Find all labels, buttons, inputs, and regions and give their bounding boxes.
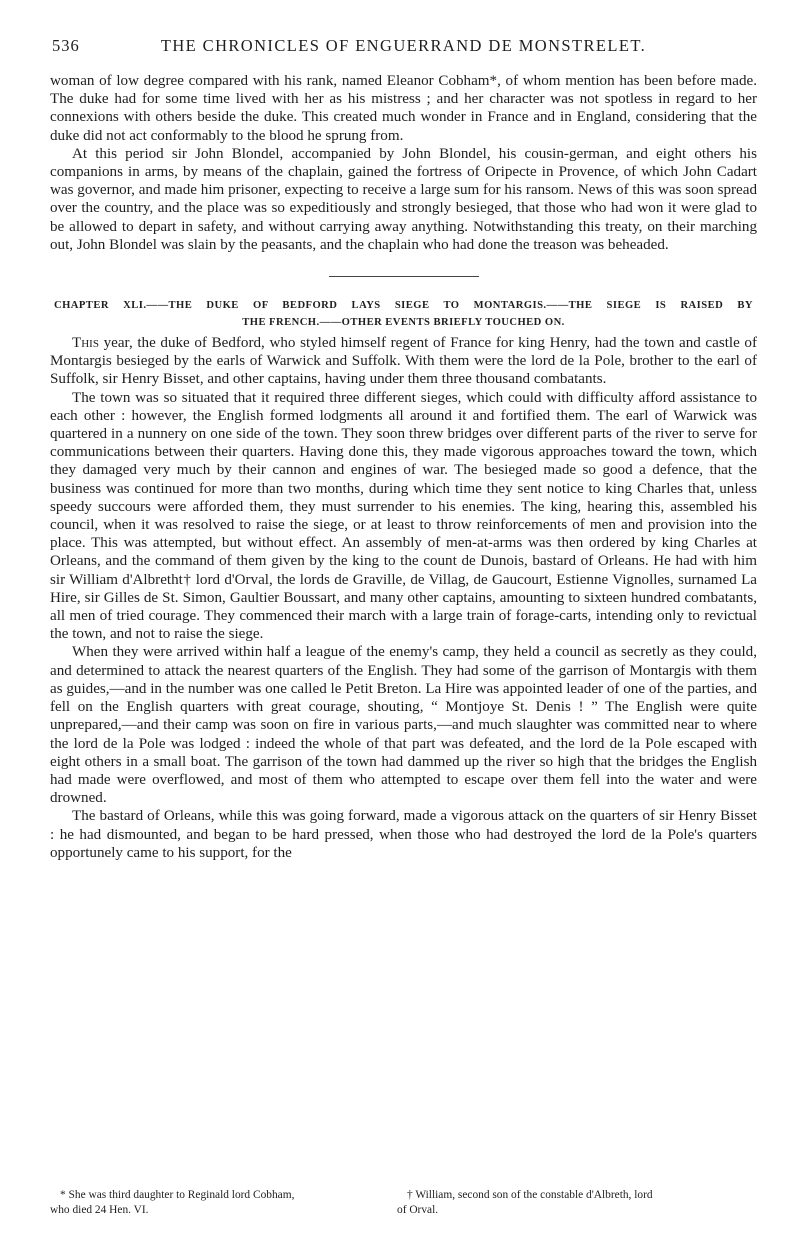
running-title: THE CHRONICLES OF ENGUERRAND DE MONSTRELET. (160, 36, 647, 55)
footnote-cobham-line-2: who died 24 Hen. VI. (50, 1204, 149, 1216)
page-number: 536 (52, 36, 80, 55)
chapter-lead-word: This (72, 335, 99, 352)
footnote-albreth-line-1: † William, second son of the constable d'Albreth, lord (407, 1189, 653, 1201)
paragraph-blondel: At this period sir John Blondel, accompanied by John Blondel, his cousin-german, and eight others his companions in arms, by means of the chaplain, gained the fortress of Oripecte in Provence, of which John Cadart was governor, and made him prisoner, expecting to receive a large sum for his ransom. News of this was soon spread over the country, and the place was so expeditiously and strongly besieged, that those who had won it were glad to be allowed to depart in safety, and without carrying away anything. Notwithstanding this treaty, on their marching out, John Blondel was slain by the peasants, and the chaplain who had done the treason was beheaded. (50, 145, 757, 253)
chapter-paragraph-1-text: year, the duke of Bedford, who styled himself regent of France for king Henry, had the town and castle of Montargis besieged by the earls of Warwick and Suffolk. With them were the lord de la Pole, brother to the earl of Suffolk, sir Henry Bisset, and other captains, having under them three thousand combatants. (50, 335, 757, 388)
chapter-paragraph-1 (50, 334, 757, 389)
footnote-cobham (50, 1188, 380, 1218)
chapter-heading-line-1: CHAPTER XLI.——THE DUKE OF BEDFORD LAYS SIEGE TO MONTARGIS.——THE SIEGE IS RAISED BY (54, 300, 753, 312)
section-divider (329, 276, 479, 277)
chapter-paragraph-3: When they were arrived within half a league of the enemy's camp, they held a council as secretly as they could, and determined to attack the nearest quarters of the English. They had some of the garrison of Montargis with them as guides,—and in the number was one called le Petit Breton. La Hire was appointed leader of one of the parties, and fell on the English quarters with great courage, shouting, “ Montjoye St. Denis ! ” The English were quite unprepared,—and their camp was soon on fire in various parts,—and much slaughter was committed near to where the lord de la Pole was lodged : indeed the whole of that part was defeated, and the lord de la Pole escaped with eight others in a small boat. The garrison of the town had dammed up the river so high that the bridges the English had made were overflowed, and most of them who attempted to escape over them fell into the water and were drowned. (50, 644, 757, 807)
chapter-heading (50, 297, 757, 331)
body-text (50, 72, 757, 862)
footnote-albreth-line-2: of Orval. (397, 1204, 439, 1216)
footnote-albreth (397, 1188, 757, 1218)
footnotes (50, 1188, 757, 1218)
footnote-cobham-line-1: * She was third daughter to Reginald lord Cobham, (60, 1189, 295, 1201)
running-head (50, 36, 757, 58)
paragraph-continued: woman of low degree compared with his rank, named Eleanor Cobham*, of whom mention has been before made. The duke had for some time lived with her as his mistress ; and her character was not spotless in regard to her connexions with others beside the duke. This created much wonder in France and in England, considering that the duke did not act conformably to the blood he sprung from. (50, 73, 757, 144)
chapter-paragraph-2: The town was so situated that it required three different sieges, which could with difficulty afford assistance to each other : however, the English formed lodgments all around it and fortified them. The earl of Warwick was quartered in a nunnery on one side of the town. They soon threw bridges over different parts of the river to serve for communications between their quarters. Having done this, they made vigorous approaches toward the town, which they damaged very much by their cannon and engines of war. The besieged made so good a defence, that the business was continued for more than two months, during which time they sent notice to king Charles that, unless speedy succours were afforded them, they must surrender to his enemies. The king, hearing this, assembled his council, when it was resolved to raise the siege, or at least to throw reinforcements of men and provision into the place. This was attempted, but without effect. An assembly of men-at-arms was then ordered by king Charles at Orleans, and the command of them given by the king to the count de Dunois, bastard of Orleans. He had with him sir William d'Albretht† lord d'Orval, the lords de Graville, de Villag, de Gaucourt, Estienne Vignolles, surnamed La Hire, sir Gilles de St. Simon, Gaultier Boussart, and many other captains, amounting to sixteen hundred combatants, all men of tried courage. They commenced their march with a large train of forage-carts, intending only to revictual the town, and not to raise the siege. (50, 389, 757, 643)
chapter-heading-line-2: THE FRENCH.——OTHER EVENTS BRIEFLY TOUCHED ON. (242, 317, 565, 329)
chapter-paragraph-4: The bastard of Orleans, while this was going forward, made a vigorous attack on the quarters of sir Henry Bisset : he had dismounted, and began to be hard pressed, when those who had destroyed the lord de la Pole's quarters opportunely came to his support, for the (50, 808, 757, 861)
